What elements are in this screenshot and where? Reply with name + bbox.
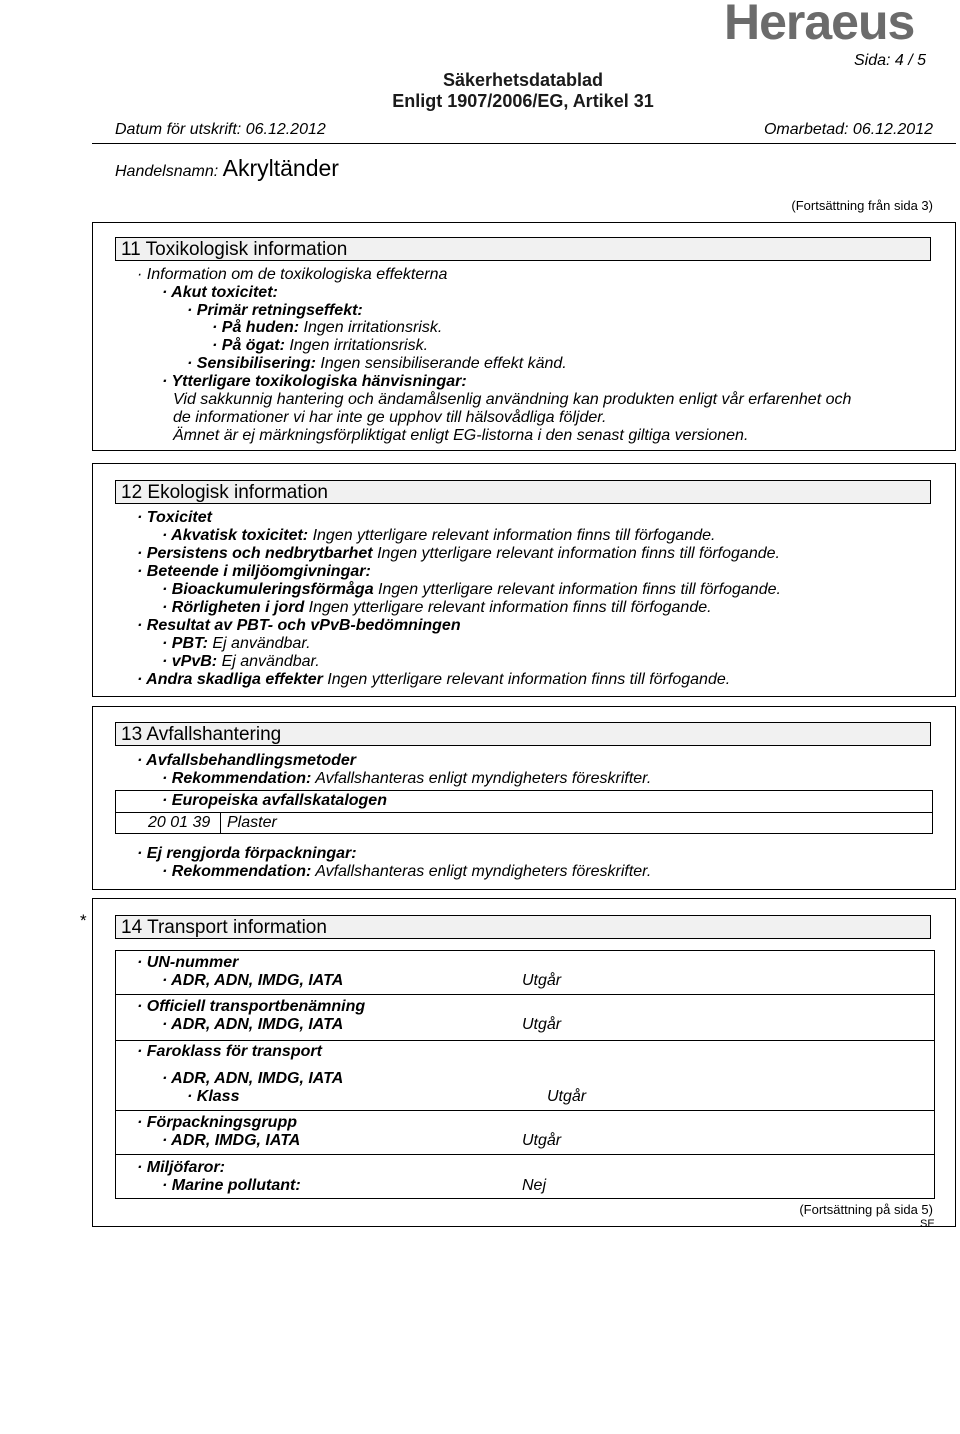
s12-aquatic: [162, 527, 715, 545]
trade-name: [115, 155, 339, 182]
page-number: Sida: 4 / 5: [854, 52, 927, 69]
s11-more-info-label: · Ytterligare toxikologiska hänvisningar:: [162, 373, 467, 390]
s13-methods: · Avfallsbehandlingsmetoder: [137, 752, 356, 769]
s12-other-value: Ingen ytterligare relevant information finns till förfogande.: [322, 671, 731, 688]
s12-aquatic-label: · Akvatisk toxicitet:: [162, 527, 309, 544]
t-env-label: · Miljöfaror:: [137, 1159, 225, 1176]
s11-eye-value: Ingen irritationsrisk.: [284, 337, 429, 354]
s12-pbt-label: · PBT:: [162, 635, 208, 652]
s13-packaging: · Ej rengjorda förpackningar:: [137, 845, 357, 862]
eak-code: 20 01 39: [148, 814, 211, 831]
t-un-value: Utgår: [522, 972, 562, 989]
t-un-mode: · ADR, ADN, IMDG, IATA: [162, 972, 344, 989]
s12-other-effects: [137, 671, 730, 689]
section-13-title: 13 Avfallshantering: [115, 722, 931, 746]
title-line-2: Enligt 1907/2006/EG, Artikel 31: [392, 91, 654, 111]
revision-marker: *: [80, 911, 87, 930]
s12-persistence: [137, 545, 780, 563]
eak-table-divider: [115, 812, 933, 813]
eak-name: Plaster: [227, 814, 277, 831]
s12-bio-label: · Bioackumuleringsförmåga: [162, 581, 374, 598]
s12-toxicity: · Toxicitet: [137, 509, 212, 526]
s12-mobility-value: Ingen ytterligare relevant information finns till förfogande.: [304, 599, 712, 616]
s11-eye-label: · På ögat:: [212, 337, 285, 354]
s13-packaging-recommendation: [162, 863, 651, 881]
s11-skin-value: Ingen irritationsrisk.: [299, 319, 443, 336]
print-date: Datum för utskrift: 06.12.2012: [115, 121, 326, 138]
s11-info-effects: · Information om de toxikologiska effekterna: [137, 266, 448, 283]
s12-persistence-label: · Persistens och nedbrytbarhet: [137, 545, 373, 562]
s11-eye: [212, 337, 428, 355]
s12-vpvb-value: Ej användbar.: [217, 653, 320, 670]
t-class-klass: · Klass: [187, 1088, 240, 1105]
document-title: [383, 70, 663, 112]
s12-bioaccumulation: [162, 581, 781, 599]
s12-pbt-value: Ej användbar.: [207, 635, 311, 652]
s11-skin: [212, 319, 442, 337]
trade-name-value: Akryltänder: [222, 155, 339, 181]
trade-name-label: Handelsnamn:: [115, 163, 219, 180]
heraeus-logo: Heraeus: [724, 0, 915, 50]
s13-rec2-value: Avfallshanteras enligt myndigheters föreskrifter.: [311, 863, 652, 880]
s13-recommendation: [162, 770, 651, 788]
s12-persistence-value: Ingen ytterligare relevant information finns till förfogande.: [372, 545, 780, 562]
s12-pbt-heading: · Resultat av PBT- och vPvB-bedömningen: [137, 617, 461, 634]
s12-vpvb-label: · vPvB:: [162, 653, 218, 670]
s12-behaviour: · Beteende i miljöomgivningar:: [137, 563, 371, 580]
s11-primary-irritation: · Primär retningseffekt:: [187, 302, 363, 319]
s13-rec2-label: · Rekommendation:: [162, 863, 312, 880]
section-14-title: 14 Transport information: [115, 915, 931, 939]
section-11-top-rule: [92, 222, 956, 223]
continued-from: (Fortsättning från sida 3): [791, 198, 933, 213]
s11-sens-value: Ingen sensibiliserande effekt känd.: [315, 355, 567, 372]
s12-pbt: [162, 635, 311, 653]
s13-rec-value: Avfallshanteras enligt myndigheters föreskrifter.: [311, 770, 652, 787]
t-marine-label: · Marine pollutant:: [162, 1177, 301, 1194]
t-class-label: · Faroklass för transport: [137, 1043, 322, 1060]
s13-rec-label: · Rekommendation:: [162, 770, 312, 787]
t-pg-mode: · ADR, IMDG, IATA: [162, 1132, 301, 1149]
s11-sensitisation: [187, 355, 567, 373]
t-class-mode: · ADR, ADN, IMDG, IATA: [162, 1070, 344, 1087]
title-line-1: Säkerhetsdatablad: [442, 70, 604, 90]
t-class-value: Utgår: [547, 1088, 587, 1105]
s12-aquatic-value: Ingen ytterligare relevant information finns till förfogande.: [308, 527, 716, 544]
s11-more-info-p1: Vid sakkunnig hantering och ändamålsenlig användning kan produkten enligt vår erfarenhet och: [173, 391, 852, 408]
s11-acute-toxicity: · Akut toxicitet:: [162, 284, 278, 301]
s12-mobility: [162, 599, 712, 617]
t-name-mode: · ADR, ADN, IMDG, IATA: [162, 1016, 344, 1033]
t-pg-value: Utgår: [522, 1132, 562, 1149]
s12-other-label: · Andra skadliga effekter: [137, 671, 323, 688]
t-pg-label: · Förpackningsgrupp: [137, 1114, 297, 1131]
s11-more-info-p2: de informationer vi har inte ge upphov till hälsovådliga följder.: [173, 409, 607, 426]
s11-skin-label: · På huden:: [212, 319, 300, 336]
continued-to: (Fortsättning på sida 5): [799, 1202, 933, 1217]
s12-bio-value: Ingen ytterligare relevant information finns till förfogande.: [373, 581, 781, 598]
section-12-title: 12 Ekologisk information: [115, 480, 931, 504]
t-name-value: Utgår: [522, 1016, 562, 1033]
s11-more-info-p3: Ämnet är ej märkningsförpliktigat enligt EG-listorna i den senast giltiga versionen.: [173, 427, 749, 444]
t-un-label: · UN-nummer: [137, 954, 239, 971]
section-11-title: 11 Toxikologisk information: [115, 237, 931, 261]
s12-vpvb: [162, 653, 320, 671]
s12-mobility-label: · Rörligheten i jord: [162, 599, 305, 616]
header-rule: [92, 143, 956, 144]
s13-eak-heading: · Europeiska avfallskatalogen: [162, 792, 387, 809]
t-marine-value: Nej: [522, 1177, 547, 1194]
eak-column-divider: [220, 812, 221, 834]
language-code: SE: [920, 1218, 935, 1230]
revised-date: Omarbetad: 06.12.2012: [763, 121, 933, 138]
s11-sens-label: · Sensibilisering:: [187, 355, 316, 372]
t-name-label: · Officiell transportbenämning: [137, 998, 366, 1015]
